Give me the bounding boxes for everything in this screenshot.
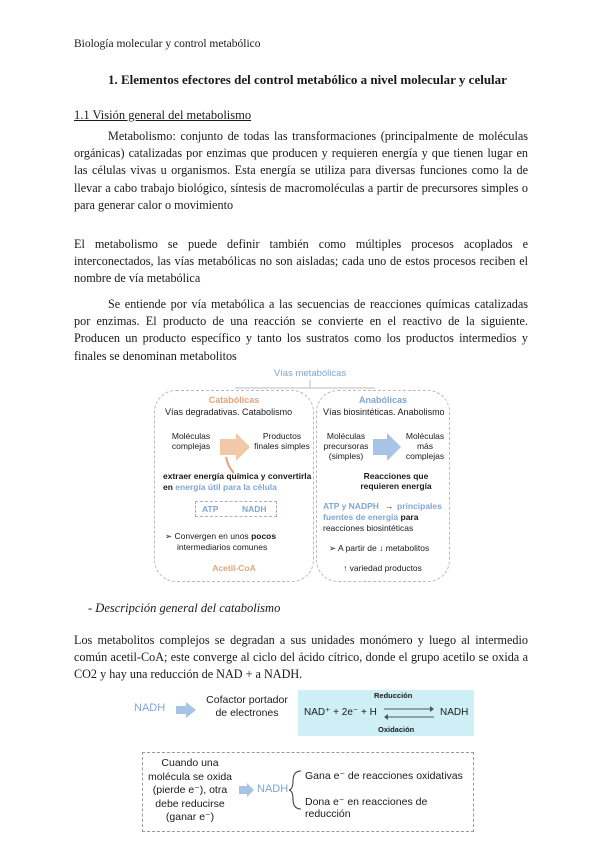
anabolic-input: Moléculas precursoras (simples) <box>323 431 369 461</box>
gain-electrons: Gana e⁻ de reacciones oxidativas <box>305 770 463 782</box>
anabolic-title: Anabólicas <box>358 395 407 405</box>
diagram-title: Vías metabólicas <box>273 368 347 379</box>
anabolic-subtitle: Vías biosintéticas. Anabolismo <box>323 407 445 417</box>
catabolic-subtitle: Vías degradativas. Catabolismo <box>165 407 293 417</box>
atp-nadph: ATP y NADPH <box>323 501 379 511</box>
oxidation-label: Oxidación <box>378 725 415 734</box>
brace-icon <box>289 769 303 811</box>
equilibrium-arrows-icon <box>384 702 434 724</box>
energia: energía <box>367 512 399 522</box>
product-variety: ↑ variedad productos <box>343 563 422 573</box>
paragraph-pathways: El metabolismo se puede definir también como múltiples procesos acoplados e interconectados, las vías metabólicas no son aisladas; cada uno de estos procesos reciben el nombre de vía metabólica <box>74 237 528 286</box>
converge-a: Convergen en unos <box>174 531 249 541</box>
section-title: 1. Elementos efectores del control metabólico a nivel molecular y celular <box>108 72 507 87</box>
right-arrow-icon <box>176 702 198 718</box>
converge-text: ➢ Convergen en unos pocos <box>165 531 277 541</box>
reduction-label: Reducción <box>374 691 413 700</box>
nadh-cofactor-diagram <box>128 690 476 738</box>
converge-bold: pocos <box>251 531 277 541</box>
biosynthetic-reactions: reacciones biosintéticas <box>323 523 414 533</box>
right-arrow-icon <box>239 783 255 797</box>
catabolic-title: Catabólicas <box>208 395 260 405</box>
converge-text-2: intermediarios comunes <box>177 542 268 552</box>
from-metabolites: ➢ A partir de ↓ metabolitos <box>329 543 430 553</box>
right-arrow-icon <box>373 433 403 463</box>
para: para <box>400 512 419 522</box>
energy-prefix: en <box>163 482 173 492</box>
paragraph-catabolism: Los metabolitos complejos se degradan a sus unidades monómero y luego al intermedio común acetil-CoA; este converge al ciclo del ácido cítrico, donde el grupo acetilo se oxida a CO2 y hay una reducción de NAD + a NADH. <box>74 633 528 682</box>
energy-extract-text: extraer energía química y convertirla <box>163 471 312 481</box>
donate-electrons: Dona e⁻ en reacciones de reducción <box>305 796 428 820</box>
subsection-title: 1.1 Visión general del metabolismo <box>74 108 252 122</box>
from-met-text: A partir de ↓ metabolitos <box>338 543 430 553</box>
atp-nadh-box <box>195 501 277 517</box>
anabolic-output: Moléculas más complejas <box>405 431 445 461</box>
cofactor-text: Cofactor portador de electrones <box>206 694 288 719</box>
nadh-label: NADH <box>257 783 289 795</box>
nadh-label: NADH <box>134 702 166 714</box>
oxidation-explanation: Cuando una molécula se oxida (pierde e⁻), otra debe reducirse (ganar e⁻) <box>147 757 233 823</box>
redox-coupling-diagram <box>142 752 474 832</box>
reaction-left: NAD⁺ + 2e⁻ + H <box>304 707 377 718</box>
paragraph-pathway-def: Se entiende por vía metabólica a las secuencias de reacciones químicas catalizadas por enzimas. El producto de una reacción se convierte en el reactivo de la siguiente. Producen un producto específico y tanto los sustratos como los productos intermedios y finales se denominan metabolitos <box>74 297 528 363</box>
metabolic-pathways-diagram <box>150 368 450 583</box>
principal-label: principales <box>397 501 442 511</box>
catabolic-input: Moléculas complejas <box>171 431 211 451</box>
catabolic-box <box>154 390 314 582</box>
fuentes-line <box>323 512 418 522</box>
page-header: Biología molecular y control metabólico <box>74 38 261 50</box>
catabolism-subheading: - Descripción general del catabolismo <box>88 601 281 615</box>
reaction-right: NADH <box>440 707 469 718</box>
acetyl-coa-label: Acetil-CoA <box>212 563 256 573</box>
energy-highlight: energía útil para la célula <box>175 482 277 492</box>
atp-label: ATP <box>202 504 219 514</box>
energy-required: Reacciones que requieren energía <box>360 471 432 491</box>
energy-useful-line <box>163 482 313 492</box>
catabolic-output: Productos finales simples <box>254 431 310 451</box>
redox-reaction-box <box>298 690 474 736</box>
nadh-label: NADH <box>242 504 267 514</box>
anabolic-box: Anabólicas Vías biosintéticas. Anabolismo Moléculas precursoras (simples) Moléculas más complejas Reacciones que requieren energía ATP y NADPH → principales fuentes de energía para reacciones biosintéticas ➢ A partir de ↓ metabolitos ↑ variedad productos <box>316 390 450 582</box>
fuentes: fuentes de <box>323 512 366 522</box>
paragraph-metabolism: Metabolismo: conjunto de todas las transformaciones (principalmente de moléculas orgánicas) catalizadas por enzimas que producen y requieren energía y que tienen lugar en las células vivas u organismos. Esta energía se utiliza para diversas funciones como la de llevar a cabo trabajo biológico, síntesis de macromoléculas a partir de precursores simples o para generar calor o movimiento <box>74 129 528 212</box>
